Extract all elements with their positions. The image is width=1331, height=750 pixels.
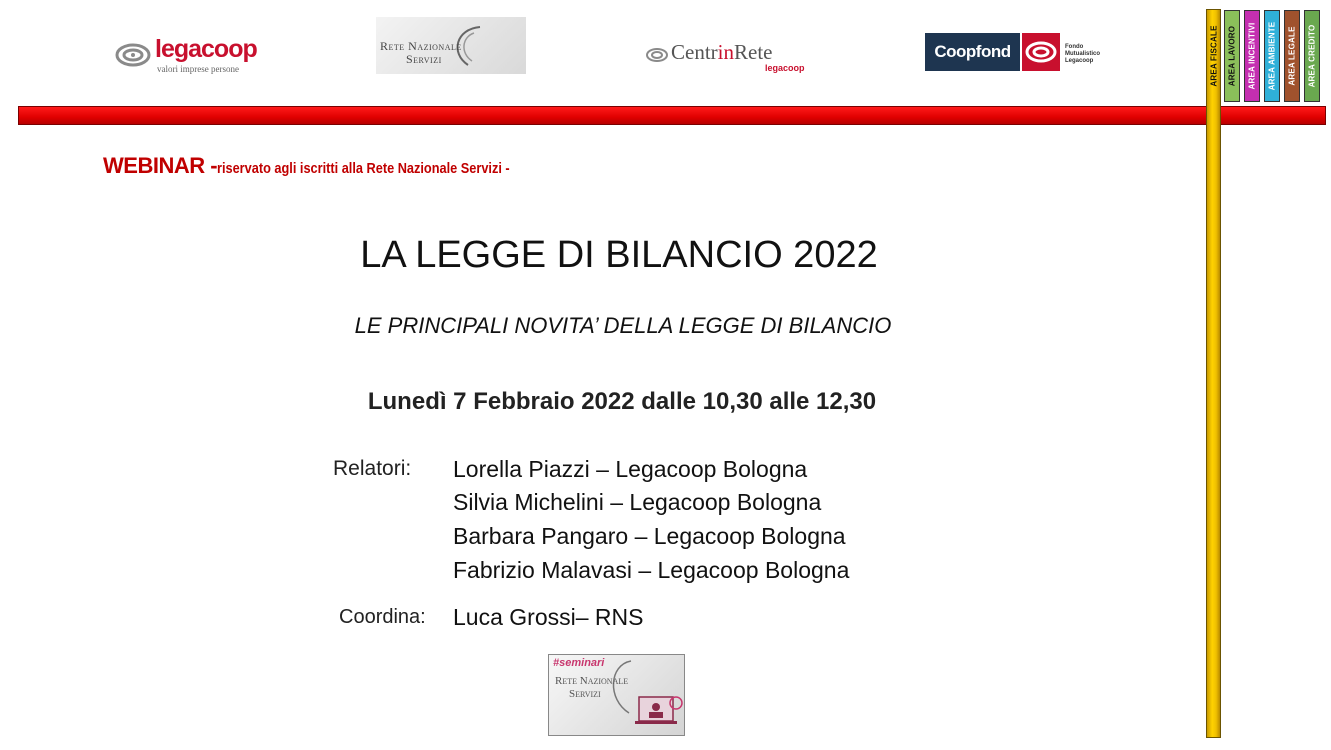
legacoop-logo	[115, 35, 255, 77]
area-tab-fiscale[interactable]	[1206, 10, 1222, 102]
area-tab-legale-label: AREA LEGALE	[1287, 26, 1297, 86]
header-red-band	[18, 106, 1326, 125]
centrinrete-logo-text: CentrinRete	[671, 40, 773, 64]
speaker-item: Lorella Piazzi – Legacoop Bologna	[453, 456, 808, 482]
area-tab-credito[interactable]	[1304, 10, 1320, 102]
rns-logo-line1: Rete Nazionale	[380, 39, 462, 53]
area-tab-fiscale-label: AREA FISCALE	[1209, 25, 1219, 87]
rete-nazionale-servizi-logo	[376, 17, 526, 74]
area-tab-incentivi-label: AREA INCENTIVI	[1247, 22, 1257, 90]
fiscale-vertical-bar	[1206, 9, 1221, 738]
legacoop-logo-text: legacoop	[155, 35, 257, 63]
centrinrete-mark-icon	[645, 43, 669, 67]
speakers-label: Relatori:	[333, 457, 412, 480]
seminari-badge-line1: Rete Nazionale	[555, 675, 629, 687]
seminari-badge-line2: Servizi	[569, 688, 601, 700]
area-tab-legale[interactable]	[1284, 10, 1300, 102]
event-date: Lunedì 7 Febbraio 2022 dalle 10,30 alle 12,30	[367, 388, 877, 415]
speaker-item: Fabrizio Malavasi – Legacoop Bologna	[453, 557, 850, 583]
seminari-badge	[548, 654, 685, 736]
page-subtitle: LE PRINCIPALI NOVITA’ DELLA LEGGE DI BILANCIO	[354, 313, 892, 338]
speaker-item: Silvia Michelini – Legacoop Bologna	[453, 489, 822, 515]
coordinator-name: Luca Grossi– RNS	[453, 604, 644, 630]
coopfond-subtitle: Fondo Mutualistico Legacoop	[1065, 44, 1101, 64]
webinar-tag: WEBINAR -	[103, 153, 218, 178]
coopfond-logo	[925, 33, 1115, 73]
page-title: LA LEGGE DI BILANCIO 2022	[360, 234, 878, 276]
area-tab-lavoro[interactable]	[1224, 10, 1240, 102]
speaker-item: Barbara Pangaro – Legacoop Bologna	[453, 523, 846, 549]
area-tab-incentivi[interactable]	[1244, 10, 1260, 102]
centrinrete-logo	[645, 40, 815, 80]
centrinrete-sub: legacoop	[765, 63, 805, 73]
webinar-note: riservato agli iscritti alla Rete Nazionale Servizi -	[217, 160, 510, 177]
area-tab-ambiente[interactable]	[1264, 10, 1280, 102]
coopfond-mark-icon	[1022, 33, 1060, 71]
area-tab-credito-label: AREA CREDITO	[1307, 24, 1317, 88]
legacoop-mark-icon	[115, 37, 151, 73]
rns-logo-line2: Servizi	[406, 52, 442, 66]
area-tab-lavoro-label: AREA LAVORO	[1227, 25, 1237, 87]
coopfond-logo-text: Coopfond	[925, 33, 1020, 71]
legacoop-tagline: valori imprese persone	[157, 64, 239, 74]
seminari-hashtag: #seminari	[553, 657, 605, 669]
area-tab-ambiente-label: AREA AMBIENTE	[1267, 21, 1277, 91]
webinar-heading	[103, 153, 561, 179]
coordinator-label: Coordina:	[339, 606, 426, 628]
